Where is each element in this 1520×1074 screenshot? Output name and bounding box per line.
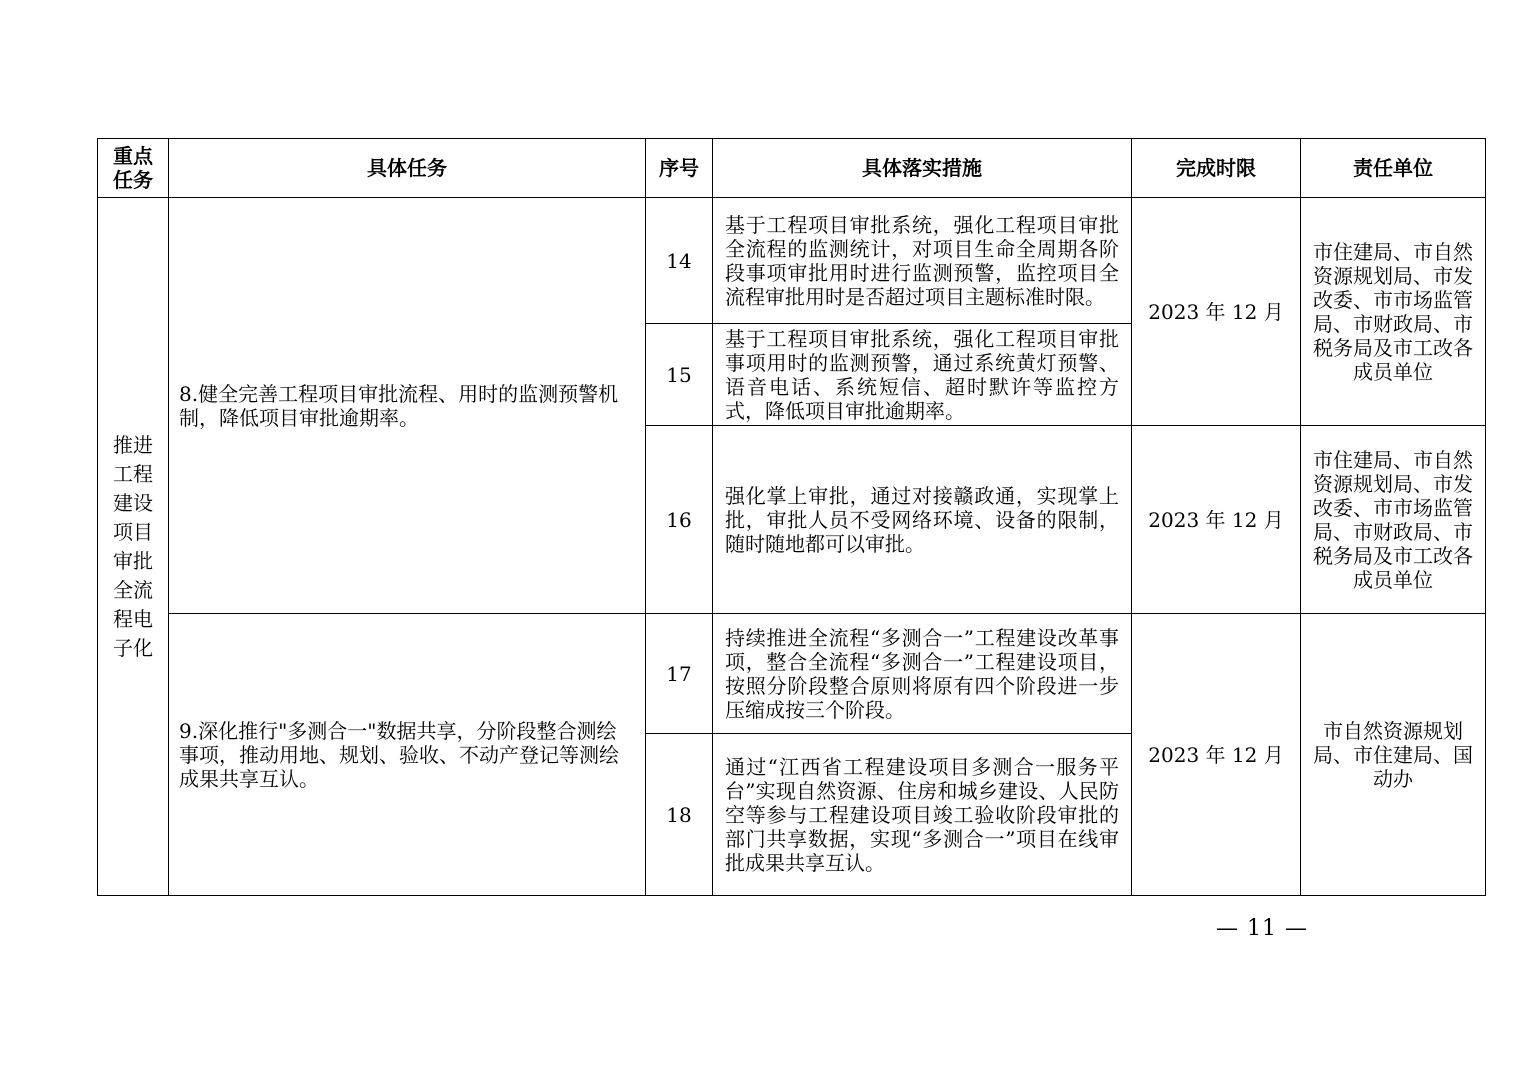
table-row: [98, 198, 1486, 324]
table-row: [98, 614, 1486, 734]
measure-cell: 强化掌上审批，通过对接赣政通，实现掌上批，审批人员不受网络环境、设备的限制，随时随地都可以审批。: [713, 426, 1132, 614]
unit-cell: 市住建局、市自然资源规划局、市发改委、市市场监管局、市财政局、市税务局及市工改各成员单位: [1301, 426, 1486, 614]
task-cell: 9.深化推行"多测合一"数据共享，分阶段整合测绘事项，推动用地、规划、验收、不动产登记等测绘成果共享互认。: [169, 614, 646, 896]
deadline-cell: 2023 年 12 月: [1132, 198, 1301, 426]
deadline-cell: 2023 年 12 月: [1132, 614, 1301, 896]
measure-cell: 持续推进全流程“多测合一”工程建设改革事项，整合全流程“多测合一”工程建设项目，按照分阶段整合原则将原有四个阶段进一步压缩成按三个阶段。: [713, 614, 1132, 734]
measure-cell: 基于工程项目审批系统，强化工程项目审批事项用时的监测预警，通过系统黄灯预警、语音电话、系统短信、超时默许等监控方式，降低项目审批逾期率。: [713, 324, 1132, 426]
row-number: 16: [646, 426, 713, 614]
header-no: 序号: [646, 139, 713, 198]
measure-cell: 通过“江西省工程建设项目多测合一服务平台”实现自然资源、住房和城乡建设、人民防空等参与工程建设项目竣工验收阶段审批的部门共享数据，实现“多测合一”项目在线审批成果共享互认。: [713, 734, 1132, 896]
header-deadline: 完成时限: [1132, 139, 1301, 198]
row-number: 18: [646, 734, 713, 896]
header-row: [98, 139, 1486, 198]
header-task: 具体任务: [169, 139, 646, 198]
key-task-cell: 推进工程建设项目审批全流程电子化: [98, 198, 169, 896]
header-unit: 责任单位: [1301, 139, 1486, 198]
row-number: 14: [646, 198, 713, 324]
header-measure: 具体落实措施: [713, 139, 1132, 198]
page-number: — 11 —: [1216, 916, 1308, 941]
unit-cell: 市住建局、市自然资源规划局、市发改委、市市场监管局、市财政局、市税务局及市工改各成员单位: [1301, 198, 1486, 426]
measure-cell: 基于工程项目审批系统，强化工程项目审批全流程的监测统计，对项目生命全周期各阶段事项审批用时进行监测预警，监控项目全流程审批用时是否超过项目主题标准时限。: [713, 198, 1132, 324]
header-key-task: 重点任务: [98, 139, 169, 198]
row-number: 15: [646, 324, 713, 426]
deadline-cell: 2023 年 12 月: [1132, 426, 1301, 614]
task-table: [97, 138, 1486, 896]
task-cell: 8.健全完善工程项目审批流程、用时的监测预警机制，降低项目审批逾期率。: [169, 198, 646, 614]
row-number: 17: [646, 614, 713, 734]
unit-cell: 市自然资源规划局、市住建局、国动办: [1301, 614, 1486, 896]
